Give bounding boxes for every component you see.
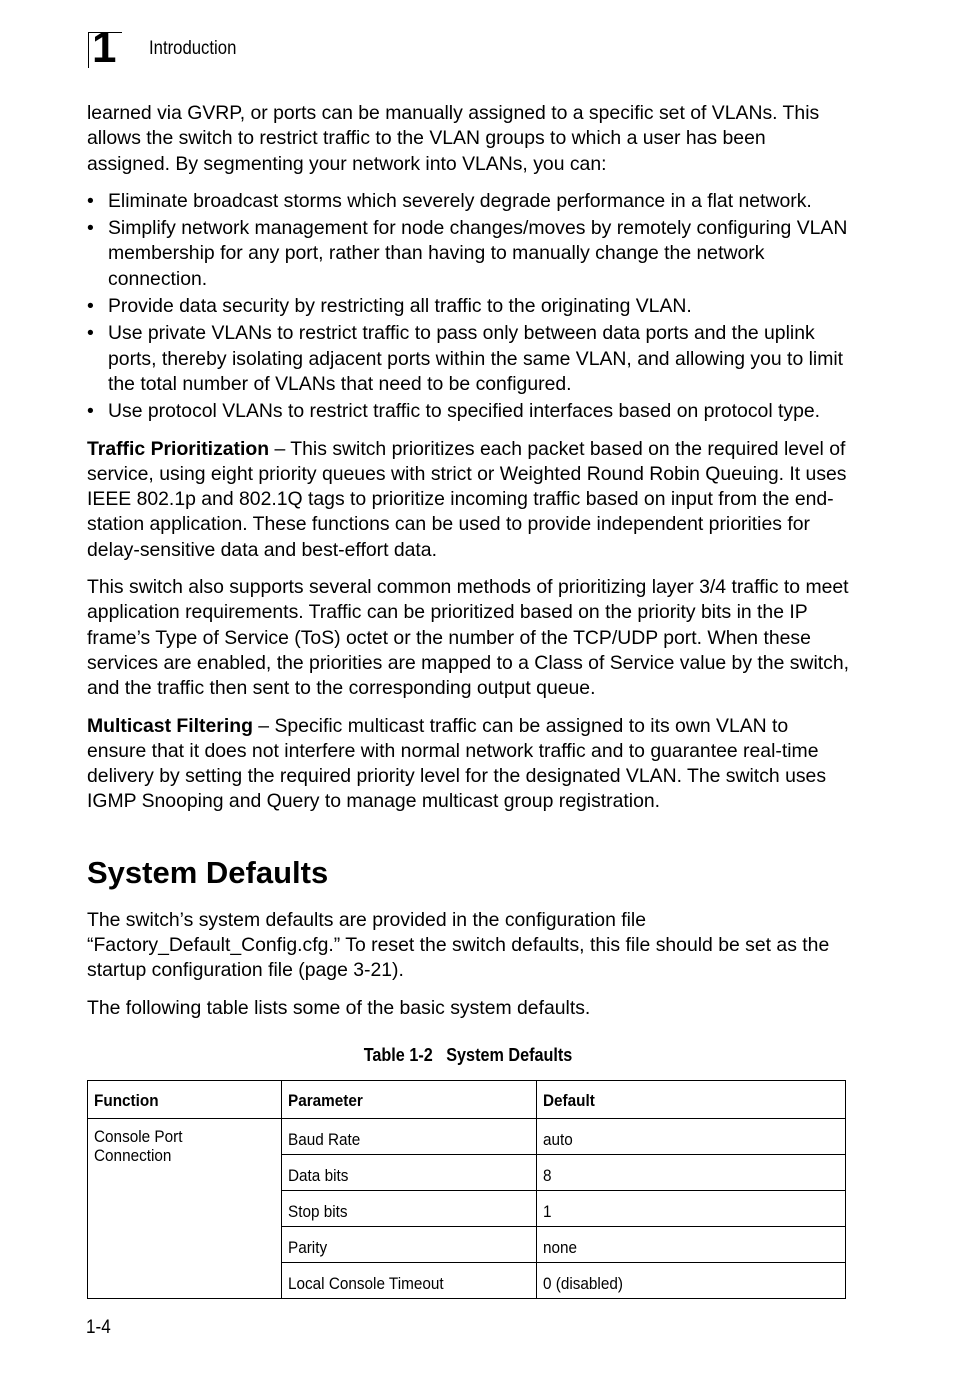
column-header-parameter: Parameter bbox=[282, 1081, 537, 1119]
function-cell: Console Port Connection bbox=[88, 1119, 282, 1299]
default-cell: 1 bbox=[537, 1191, 846, 1227]
default-cell: none bbox=[537, 1227, 846, 1263]
running-title: Introduction bbox=[149, 38, 237, 59]
layer34-paragraph: This switch also supports several common methods of prioritizing layer 3/4 traffic to meet application requirements. Traffic can be prioritized based on the priority bits in the IP frame’s Type of Service (ToS) octet or the number of the TCP/UDP port. When these services are enabled, the priorities are mapped to a Class of Service value by the switch, and the traffic then sent to the corresponding output queue. bbox=[87, 576, 850, 700]
section-title: System Defaults bbox=[87, 854, 329, 890]
list-item: • Simplify network management for node changes/moves by remotely configuring VLAN membership for any port, rather than having to manually change the network connection. bbox=[87, 217, 848, 290]
chapter-number: 1 bbox=[92, 23, 116, 72]
bullet-icon: • bbox=[87, 189, 94, 212]
parameter-cell: Stop bits bbox=[282, 1191, 537, 1227]
bullet-icon: • bbox=[87, 295, 94, 318]
default-cell: 8 bbox=[537, 1155, 846, 1191]
parameter-cell: Local Console Timeout bbox=[282, 1263, 537, 1299]
table-header-row bbox=[88, 1081, 846, 1119]
traffic-prioritization-paragraph: Traffic Prioritization – This switch prioritizes each packet based on the required level of service, using eight priority queues with strict or Weighted Round Robin Queuing. It uses IEEE 802.1p and 802.1Q tags to prioritize incoming traffic based on input from the end-station application. These functions can be used to provide independent priorities for delay-sensitive data and best-effort data. bbox=[87, 437, 847, 561]
multicast-filtering-paragraph: Multicast Filtering – Specific multicast traffic can be assigned to its own VLAN to ensure that it does not interfere with normal network traffic and to guarantee real-time delivery by setting the required priority level for the designated VLAN. The switch uses IGMP Snooping and Query to manage multicast group registration. bbox=[87, 714, 827, 813]
default-cell: auto bbox=[537, 1119, 846, 1155]
intro-paragraph: learned via GVRP, or ports can be manually assigned to a specific set of VLANs. This allows the switch to restrict traffic to the VLAN groups to which a user has been assigned. By segmenting your network into VLANs, you can: bbox=[87, 102, 820, 175]
bullet-icon: • bbox=[87, 400, 94, 423]
system-defaults-table bbox=[87, 1080, 846, 1299]
list-item: • Use private VLANs to restrict traffic to pass only between data ports and the uplink ports, thereby isolating adjacent ports within the same VLAN, and allowing you to limit the total number of VLANs that need to be configured. bbox=[87, 322, 844, 395]
table-intro-paragraph: The following table lists some of the basic system defaults. bbox=[87, 996, 591, 1019]
default-cell: 0 (disabled) bbox=[537, 1263, 846, 1299]
bullet-icon: • bbox=[87, 322, 94, 345]
page-number: 1-4 bbox=[86, 1317, 111, 1338]
parameter-cell: Baud Rate bbox=[282, 1119, 537, 1155]
page-body bbox=[87, 101, 849, 1299]
multicast-filtering-lead: Multicast Filtering bbox=[87, 714, 253, 737]
column-header-function: Function bbox=[88, 1081, 282, 1119]
list-item: • Provide data security by restricting all traffic to the originating VLAN. bbox=[87, 294, 849, 319]
traffic-prioritization-lead: Traffic Prioritization bbox=[87, 437, 270, 460]
list-item: • Eliminate broadcast storms which severely degrade performance in a flat network. bbox=[87, 189, 849, 214]
table-row bbox=[88, 1119, 846, 1155]
parameter-cell: Parity bbox=[282, 1227, 537, 1263]
table-caption: Table 1-2 System Defaults bbox=[363, 1044, 573, 1065]
list-item: • Use protocol VLANs to restrict traffic to specified interfaces based on protocol type. bbox=[87, 399, 849, 424]
vlan-benefits-list bbox=[87, 189, 849, 425]
system-defaults-paragraph: The switch’s system defaults are provided in the configuration file “Factory_Default_Config.cfg.” To reset the switch defaults, this file should be set as the startup configuration file (page 3-21). bbox=[87, 908, 830, 982]
bullet-icon: • bbox=[87, 217, 94, 240]
parameter-cell: Data bits bbox=[282, 1155, 537, 1191]
column-header-default: Default bbox=[537, 1081, 846, 1119]
